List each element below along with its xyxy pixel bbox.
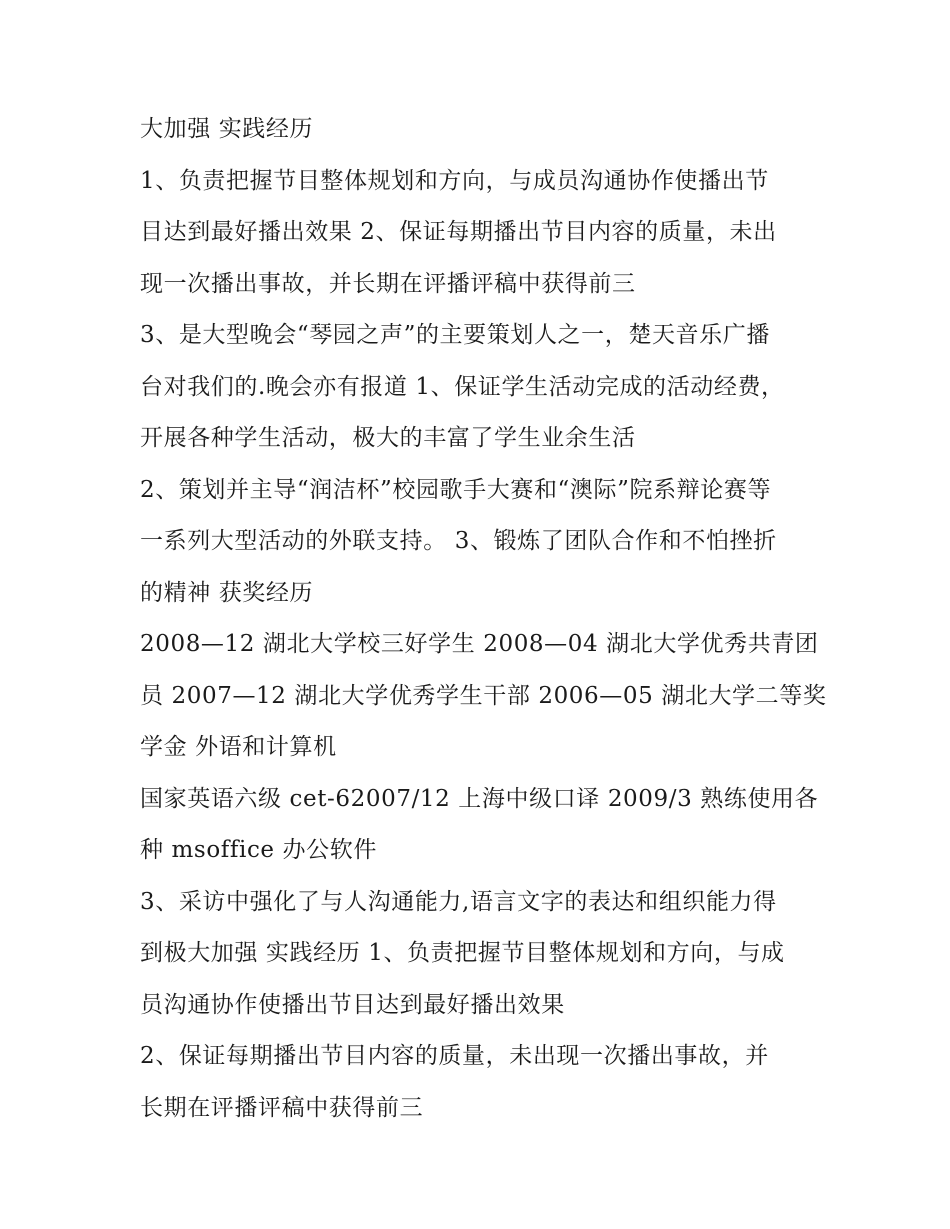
text-line: 3、采访中强化了与人沟通能力,语言文字的表达和组织能力得 [140, 888, 777, 915]
text-line: 现一次播出事故，并长期在评播评稿中获得前三 [140, 270, 636, 297]
text-line: 种 msoffice 办公软件 [140, 837, 377, 863]
document-body [140, 104, 827, 1134]
text-line: 学金 外语和计算机 [140, 734, 337, 760]
text-line: 2、保证每期播出节目内容的质量，未出现一次播出事故，并 [140, 1043, 769, 1069]
text-line: 的精神 获奖经历 [140, 579, 314, 606]
text-line: 员沟通协作使播出节目达到最好播出效果 [140, 991, 565, 1018]
text-line: 国家英语六级 cet-62007/12 上海中级口译 2009/3 熟练使用各 [140, 785, 819, 812]
text-line: 一系列大型活动的外联支持。 3、锻炼了团队合作和不怕挫折 [140, 528, 777, 554]
text-line: 3、是大型晚会“琴园之声”的主要策划人之一，楚天音乐广播 [140, 322, 770, 348]
text-line: 开展各种学生活动，极大的丰富了学生业余生活 [140, 425, 636, 451]
text-line: 1、负责把握节目整体规划和方向，与成员沟通协作使播出节 [140, 167, 769, 194]
text-line: 2、策划并主导“润洁杯”校园歌手大赛和“澳际”院系辩论赛等 [140, 476, 772, 503]
text-line: 长期在评播评稿中获得前三 [140, 1094, 424, 1121]
text-line: 目达到最好播出效果 2、保证每期播出节目内容的质量，未出 [140, 219, 777, 245]
text-line: 2008—12 湖北大学校三好学生 2008—04 湖北大学优秀共青团 [140, 631, 819, 657]
text-line: 员 2007—12 湖北大学优秀学生干部 2006—05 湖北大学二等奖 [140, 682, 827, 709]
text-line: 到极大加强 实践经历 1、负责把握节目整体规划和方向，与成 [140, 940, 785, 966]
text-line: 大加强 实践经历 [140, 116, 314, 142]
text-line: 台对我们的.晚会亦有报道 1、保证学生活动完成的活动经费， [140, 373, 785, 400]
